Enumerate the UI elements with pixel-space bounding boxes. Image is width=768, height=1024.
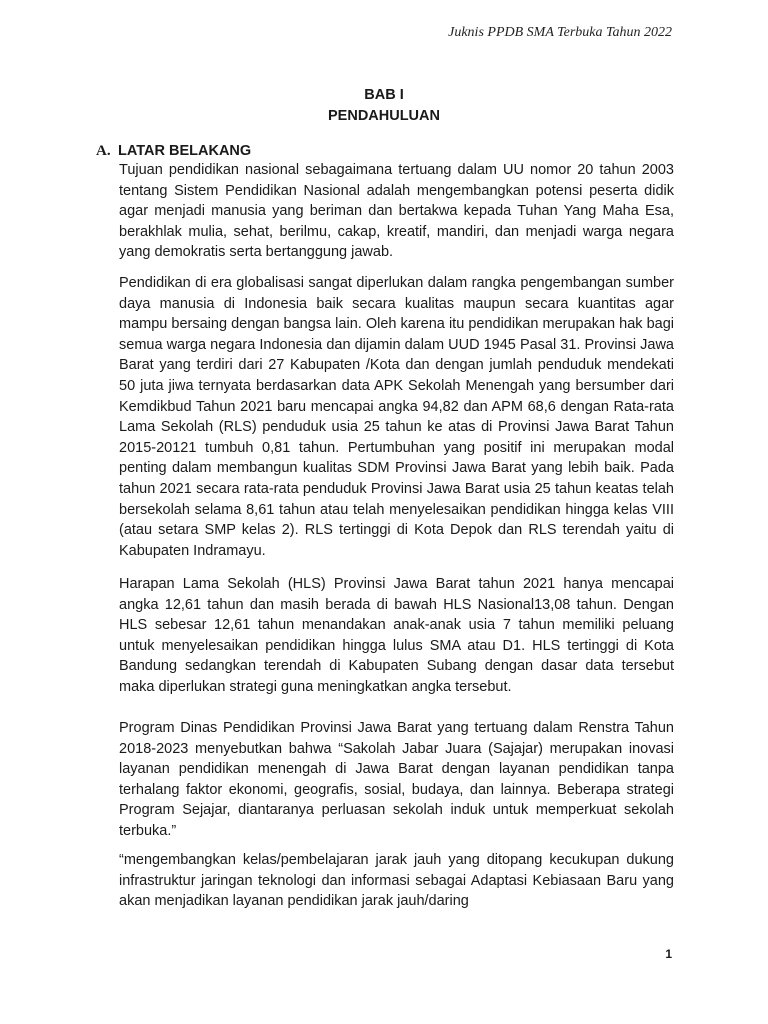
chapter-label: BAB I (364, 87, 404, 103)
paragraph-pendidikan-globalisasi: Pendidikan di era globalisasi sangat diperlukan dalam rangka pengembangan sumber daya manusia di Indonesia baik secara kualitas maupun secara kuantitas agar mampu bersaing dengan bangsa lain. Oleh karena itu pendidikan merupakan hak bagi semua warga negara Indonesia dan dijamin dalam UUD 1945 Pasal 31. Provinsi Jawa Barat yang terdiri dari 27 Kabupaten /Kota dan dengan jumlah penduduk mendekati 50 juta jiwa ternyata berdasarkan data APK Sekolah Menengah yang bersumber dari Kemdikbud Tahun 2021 baru mencapai angka 94,82 dan APM 68,6 dengan Rata-rata Lama Sekolah (RLS) penduduk usia 25 tahun ke atas di Provinsi Jawa Barat Tahun 2015-20121 tumbuh 0,81 tahun. Pertumbuhan yang positif ini merupakan modal penting dalam membangun kualitas SDM Provinsi Jawa Barat yang lebih baik. Pada tahun 2021 secara rata-rata penduduk Provinsi Jawa Barat usia 25 tahun keatas telah bersekolah selama 8,61 tahun atau telah menyelesaikan pendidikan hingga kelas VIII (atau setara SMP kelas 2). RLS tertinggi di Kota Depok dan RLS terendah yaitu di Kabupaten Indramayu. (119, 275, 674, 559)
section-title: LATAR BELAKANG (118, 143, 252, 159)
running-header: Juknis PPDB SMA Terbuka Tahun 2022 (448, 25, 672, 40)
chapter-title: PENDAHULUAN (328, 108, 440, 124)
section-marker: A. (96, 143, 111, 159)
page-number: 1 (665, 947, 672, 961)
paragraph-tujuan-pendidikan: Tujuan pendidikan nasional sebagaimana tertuang dalam UU nomor 20 tahun 2003 tentang Sistem Pendidikan Nasional adalah mengembangkan potensi peserta didik agar menjadi manusia yang beriman dan bertakwa kepada Tuhan Yang Maha Esa, berakhlak mulia, sehat, berilmu, cakap, kreatif, mandiri, dan menjadi warga negara yang demokratis serta bertanggung jawab. (119, 162, 674, 261)
paragraph-harapan-lama-sekolah: Harapan Lama Sekolah (HLS) Provinsi Jawa Barat tahun 2021 hanya mencapai angka 12,61 tahun dan masih berada di bawah HLS Nasional13,08 tahun. Dengan HLS sebesar 12,61 tahun menandakan anak-anak usia 7 tahun memiliki peluang untuk menyelesaikan pendidikan hingga lulus SMA atau D1. HLS tertinggi di Kota Bandung sedangkan terendah di Kabupaten Subang dengan dasar data tersebut maka diperlukan strategi guna meningkatkan angka tersebut. (119, 576, 674, 695)
section-heading (96, 143, 251, 160)
paragraph-kelas-jarak-jauh: “mengembangkan kelas/pembelajaran jarak jauh yang ditopang kecukupan dukung infrastruktur jaringan teknologi dan informasi sebagai Adaptasi Kebiasaan Baru yang akan menjadikan layanan pendidikan jarak jauh/daring (119, 852, 674, 910)
paragraph-program-dinas: Program Dinas Pendidikan Provinsi Jawa Barat yang tertuang dalam Renstra Tahun 2018-2023 menyebutkan bahwa “Sakolah Jabar Juara (Sajajar) merupakan inovasi layanan pendidikan menengah di Jawa Barat dengan layanan pendidikan tanpa terhalang faktor ekonomi, geografis, sosial, budaya, dan lainnya. Beberapa strategi Program Sejajar, diantaranya perluasan sekolah induk untuk memperkuat sekolah terbuka.” (119, 720, 674, 839)
